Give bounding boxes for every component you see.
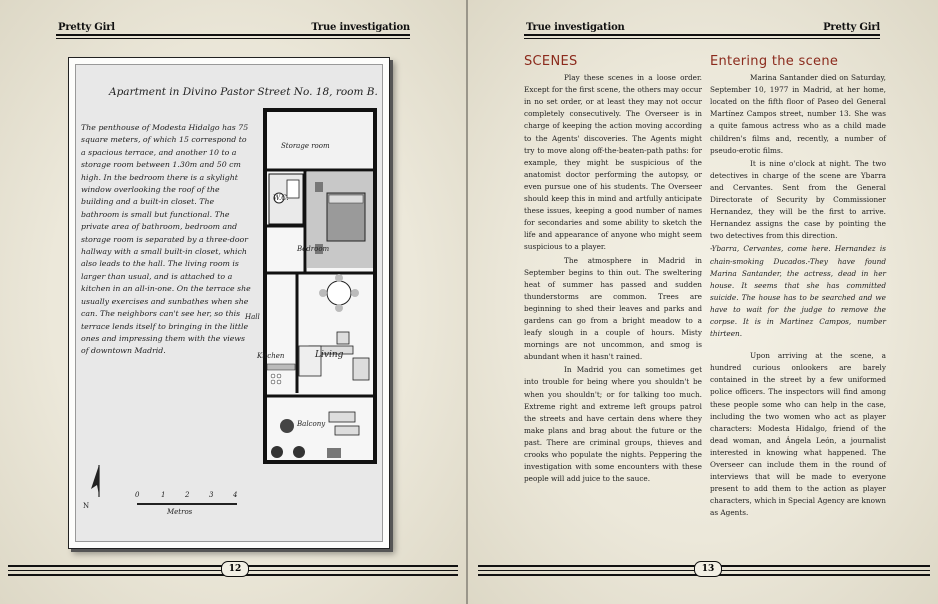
header-right-title: True investigation: [311, 22, 410, 33]
floor-plan-drawing: [257, 108, 377, 468]
paragraph-gap: [710, 340, 886, 350]
north-arrow-icon: [81, 463, 111, 503]
room-label-balcony: Balcony: [297, 420, 326, 428]
dialogue-paragraph: -Ybarra, Cervantes, come here. Hernandez is chain-smoking Ducados.-They have found Marina Santander, the actress, dead in her house. It seems that she has committed suicide. The house has to be searched and we have to wait for the judge to remove the corpse. It is in Martinez Campos, number thirteen.: [710, 244, 886, 339]
page-footer: [478, 565, 930, 579]
scale-tick: 0: [135, 491, 140, 499]
header-right-title: Pretty Girl: [823, 22, 880, 33]
page-header: [56, 24, 410, 36]
scale-tick: 2: [185, 491, 190, 499]
scale-tick: 4: [233, 491, 238, 499]
room-label-storage: Storage room: [281, 142, 330, 150]
header-rule: [524, 34, 880, 36]
room-label-bedroom: Bedroom: [297, 245, 330, 253]
page-header: [524, 24, 880, 36]
floor-plan-title: Apartment in Divino Pastor Street No. 18, room B.: [109, 86, 378, 98]
floor-plan-panel: [68, 57, 390, 549]
header-left-title: Pretty Girl: [58, 22, 115, 33]
body-paragraph: The atmosphere in Madrid in September begins to thin out. The sweltering heat of summer has passed and sudden thunderstorms are common. Trees are beginning to shed their leaves and parks and gardens can go from a bright meadow to a leafy slough in a couple of hours. Misty mornings are not uncommon, and smog is abundant when it hasn't rained.: [524, 255, 702, 362]
header-left-title: True investigation: [526, 22, 625, 33]
body-paragraph: It is nine o'clock at night. The two detectives in charge of the scene are Ybarra and Cervantes. Sent from the General Directorate of Security by Commissioner Hernandez, they will be the first to arrive. Hernandez assigns the case by pointing the two detectives from this direction.: [710, 158, 886, 241]
floor-plan-description: The penthouse of Modesta Hidalgo has 75 square meters, of which 15 correspond to a spacious terrace, and another 10 to a storage room between 1.30m and 50 cm high. In the bedroom there is a skylight window overlooking the roof of the building and a built-in closet. The bathroom is small but functional. The private area of bathroom, bedroom and storage room is separated by a three-door hallway with a small built-in closet, which also leads to the hall. The living room is larger than usual, and is attached to a kitchen in an all-in-one. On the terrace she usually exercises and sunbathes when she can. The neighbors can't see her, so this terrace lends itself to bringing in the little ones and impressing them with the views of downtown Madrid.: [81, 123, 251, 356]
left-page: [0, 0, 466, 604]
room-label-hall: Hall: [245, 313, 260, 321]
room-label-wc: W.C.: [273, 194, 289, 202]
scale-tick: 1: [161, 491, 166, 499]
header-rule: [56, 34, 410, 36]
body-paragraph: Upon arriving at the scene, a hundred curious onlookers are barely contained in the street by a few uniformed police officers. The inspectors will find among these people some who can help in the case, including the two women who act as player characters: Modesta Hidalgo, friend of the dead woman, and Ángela León, a journalist interested in knowing what happened. The Overseer can include them in the round of interviews that will be made to everyone present to add them to the action as player characters, which in Special Agency are known as Agents.: [710, 351, 886, 518]
scale-line: [137, 503, 237, 505]
room-label-living: Living: [315, 350, 344, 360]
section-heading-scenes: SCENES: [524, 54, 578, 69]
page-number: 12: [221, 561, 249, 577]
header-rule: [56, 38, 410, 39]
scale-tick: 3: [209, 491, 214, 499]
column-entering-scene: [710, 56, 886, 519]
body-paragraph: Play these scenes in a loose order. Except for the first scene, the others may occur in no set order, or at least they may not occur completely consecutively. The Overseer is in charge of keeping the action moving according to the Agents' discoveries. The Agents might try to move along off-the-beaten-path paths: for example, they might be suspicious of the anatomist doctor performing the autopsy, or even pursue one of his students. The Overseer should keep this in mind and artfully anticipate these issues, keeping a good number of names for secondaries and some ability to sketch the life and appearance of anyone who might seem suspicious to a player.: [524, 73, 702, 252]
right-page: [468, 0, 938, 604]
body-paragraph: Marina Santander died on Saturday, September 10, 1977 in Madrid, at her home, located on the fifth floor of Paseo del General Martínez Campos street, number 13. She was a quite famous actress who as a child made children's films and, recently, a number of pseudo-erotic films.: [710, 73, 886, 155]
scale-bar: [127, 493, 247, 525]
scale-unit: Metros: [167, 508, 193, 516]
page-footer: [8, 565, 458, 579]
room-label-kitchen: Kitchen: [257, 352, 285, 360]
section-heading-entering: Entering the scene: [710, 54, 839, 69]
column-scenes: [524, 56, 702, 485]
compass-label: N: [83, 502, 90, 510]
body-paragraph: In Madrid you can sometimes get into trouble for being where you shouldn't be when you shouldn't; or for talking too much. Extreme right and extreme left groups patrol the streets and have certain dens where they make plans and brag about the future or the past. There are criminal groups, thieves and crooks who populate the nights. Peppering the investigation with some encounters with these people will add juice to the sauce.: [524, 365, 702, 484]
page-number: 13: [694, 561, 722, 577]
header-rule: [524, 38, 880, 39]
